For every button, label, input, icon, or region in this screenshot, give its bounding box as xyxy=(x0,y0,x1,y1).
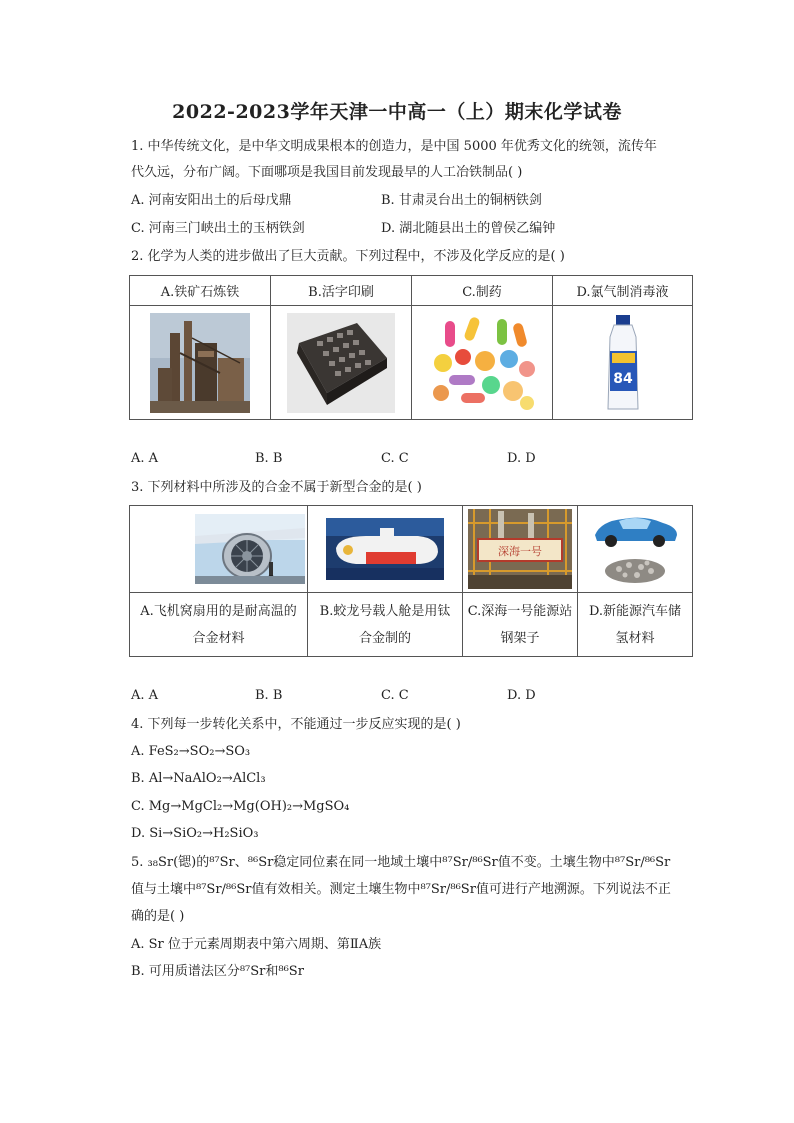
q3-caption-b-line2: 合金制的 xyxy=(358,630,411,646)
q3-caption-c-line1: C.深海一号能源站 xyxy=(467,603,573,619)
q2-header-a: A.铁矿石炼铁 xyxy=(130,276,271,306)
q3-caption-c xyxy=(463,593,578,657)
q3-image-cell-a xyxy=(130,506,308,593)
q3-caption-d-line1: D.新能源汽车储 xyxy=(588,603,682,619)
q3-table xyxy=(129,505,693,657)
q2-header-c: C.制药 xyxy=(412,276,553,306)
q4-option-b: B. Al→NaAlO₂→AlCl₃ xyxy=(131,771,266,786)
q3-caption-a-line1: A.飞机窝扇用的是耐高温的 xyxy=(140,603,297,619)
q2-image-cell-a xyxy=(130,306,271,420)
q3-option-d: D. D xyxy=(507,688,536,703)
q5-option-a: A. Sr 位于元素周期表中第六周期、第ⅡA族 xyxy=(131,937,382,952)
q1-stem-line2: 代久远，分布广阔。下面哪项是我国目前发现最早的人工冶铁制品( ) xyxy=(131,165,523,180)
jet-engine-image xyxy=(195,514,305,584)
q3-stem: 3. 下列材料中所涉及的合金不属于新型合金的是( ) xyxy=(131,480,422,495)
q5-stem-line2: 值与土壤中⁸⁷Sr/⁸⁶Sr值有效相关。测定土壤生物中⁸⁷Sr/⁸⁶Sr值可进行产地溯源。下列说法不正 xyxy=(131,882,671,897)
q3-caption-a xyxy=(130,593,308,657)
q2-image-cell-c xyxy=(412,306,553,420)
q5-stem-line1: 5. ₃₈Sr(锶)的⁸⁷Sr、⁸⁶Sr稳定同位素在同一地域土壤中⁸⁷Sr/⁸⁶Sr值不变。土壤生物中⁸⁷Sr/⁸⁶Sr xyxy=(131,855,671,870)
submersible-image xyxy=(326,518,444,580)
q3-option-c: C. C xyxy=(381,688,409,703)
q3-image-cell-d xyxy=(578,506,693,593)
q1-option-c: C. 河南三门峡出土的玉柄铁剑 xyxy=(131,221,305,236)
q3-caption-c-line2: 钢架子 xyxy=(500,630,540,646)
q3-option-b: B. B xyxy=(255,688,283,703)
q3-image-cell-c xyxy=(463,506,578,593)
q4-option-c: C. Mg→MgCl₂→Mg(OH)₂→MgSO₄ xyxy=(131,799,350,814)
disinfectant-bottle-image xyxy=(598,313,648,413)
q2-header-b: B.活字印刷 xyxy=(271,276,412,306)
q3-caption-b xyxy=(308,593,463,657)
q4-option-d: D. Si→SiO₂→H₂SiO₃ xyxy=(131,826,259,841)
hydrogen-car-image xyxy=(589,509,681,589)
q2-option-a: A. A xyxy=(131,451,159,466)
q2-option-d: D. D xyxy=(507,451,536,466)
q2-table xyxy=(129,275,693,420)
q2-header-d: D.氯气制消毒液 xyxy=(553,276,693,306)
q2-stem: 2. 化学为人类的进步做出了巨大贡献。下列过程中，不涉及化学反应的是( ) xyxy=(131,249,565,264)
q1-option-d: D. 湖北随县出土的曾侯乙编钟 xyxy=(381,221,556,236)
iron-smelting-image xyxy=(150,313,250,413)
bottle-label: 84 xyxy=(612,370,633,387)
page-title: 2022-2023学年天津一中高一（上）期末化学试卷 xyxy=(172,101,622,123)
q3-caption-d-line2: 氢材料 xyxy=(615,630,655,646)
q4-option-a: A. FeS₂→SO₂→SO₃ xyxy=(131,744,251,759)
q4-stem: 4. 下列每一步转化关系中，不能通过一步反应实现的是( ) xyxy=(131,717,461,732)
q2-image-cell-b xyxy=(271,306,412,420)
q3-caption-a-line2: 合金材料 xyxy=(192,630,245,646)
q1-stem-line1: 1. 中华传统文化，是中华文明成果根本的创造力，是中国 5000 年优秀文化的统领，流传年 xyxy=(131,139,657,154)
q3-image-cell-b xyxy=(308,506,463,593)
q1-option-a: A. 河南安阳出土的后母戊鼎 xyxy=(131,193,292,208)
q2-option-c: C. C xyxy=(381,451,409,466)
q3-option-a: A. A xyxy=(131,688,159,703)
energy-station-image xyxy=(468,509,572,589)
q5-option-b: B. 可用质谱法区分⁸⁷Sr和⁸⁶Sr xyxy=(131,964,304,979)
q3-caption-d xyxy=(578,593,693,657)
energy-station-sign: 深海一号 xyxy=(498,545,542,558)
q2-option-b: B. B xyxy=(255,451,283,466)
q3-caption-b-line1: B.蛟龙号载人舱是用钛 xyxy=(319,603,451,619)
q2-image-cell-d xyxy=(553,306,693,420)
pills-image xyxy=(427,313,537,413)
movable-type-image xyxy=(287,313,395,413)
q5-stem-line3: 确的是( ) xyxy=(131,909,185,924)
q1-option-b: B. 甘肃灵台出土的铜柄铁剑 xyxy=(381,193,542,208)
